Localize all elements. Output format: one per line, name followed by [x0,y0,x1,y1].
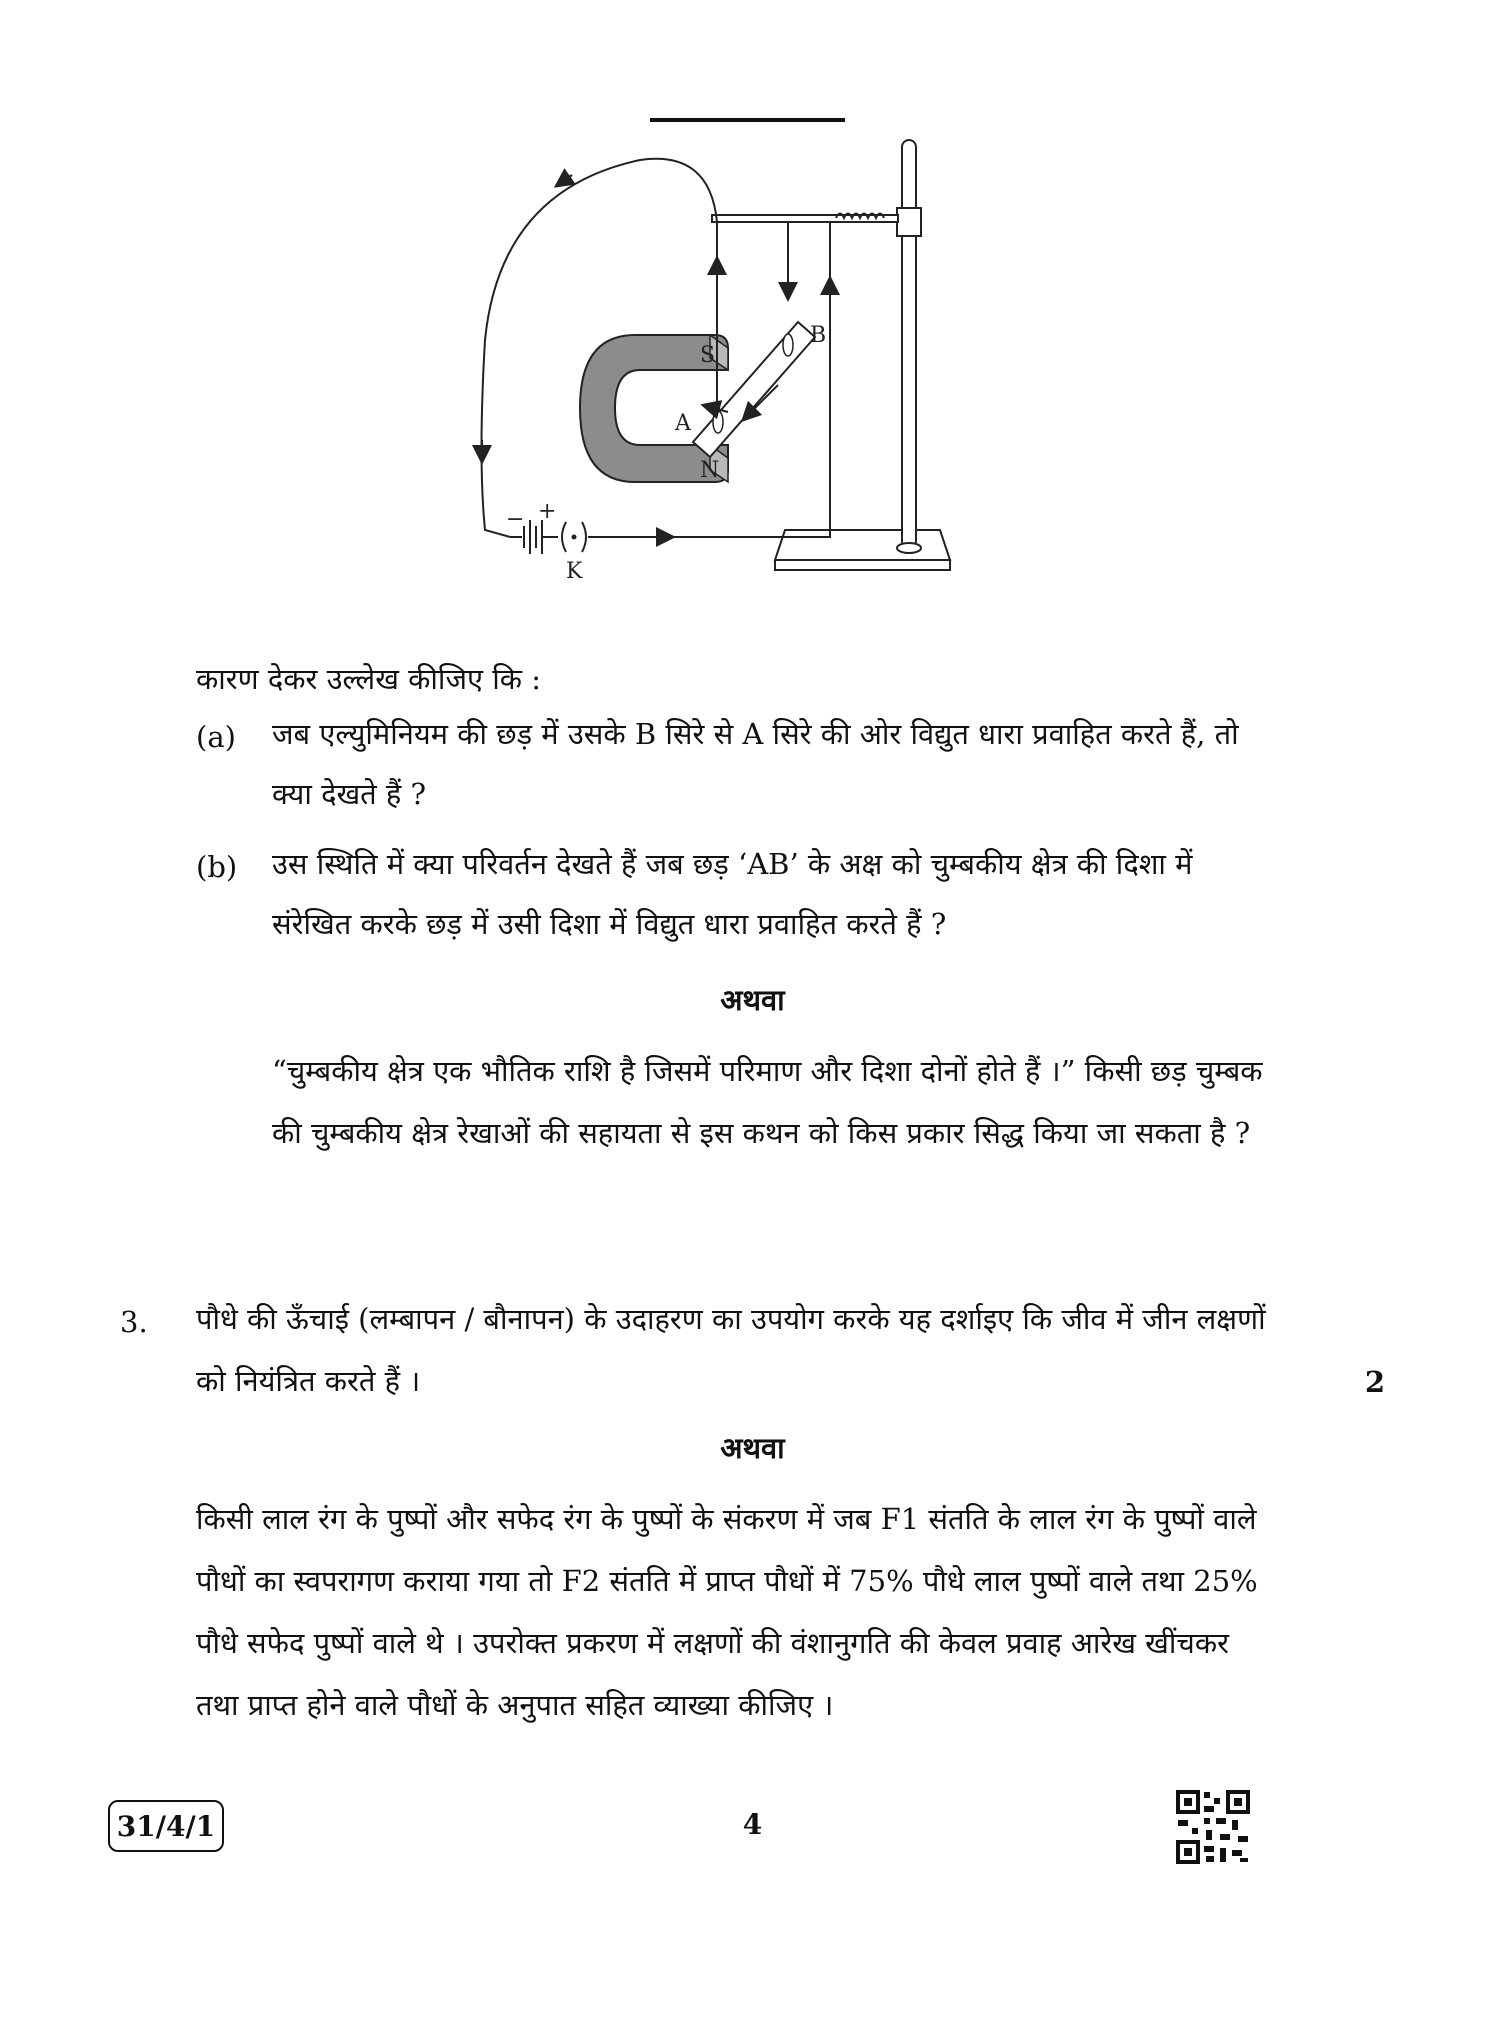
q2-intro: कारण देकर उल्लेख कीजिए कि : [196,662,541,696]
rod-end-b-label: B [810,323,827,348]
apparatus-diagram [470,130,1090,630]
q3-alt-line4: तथा प्राप्त होने वाले पौधों के अनुपात सहित व्याख्या कीजिए । [196,1688,834,1722]
pole-n-label: N [700,458,720,483]
q3-alt-line3: पौधे सफेद पुष्पों वाले थे । उपरोक्त प्रकरण में लक्षणों की वंशानुगति की केवल प्रवाह आरेख खींचकर [196,1626,1229,1660]
q2-part-b-label: (b) [196,850,238,884]
q3-number: 3. [120,1305,148,1339]
right-wire [620,222,830,537]
q2-or-heading: अथवा [720,983,785,1017]
stand-rod [902,140,916,548]
magnet-rod-apparatus-figure [470,130,1090,630]
stand-base [775,530,950,560]
rod-end-a-label: A [675,411,691,436]
q3-alt-line1: किसी लाल रंग के पुष्पों और सफेद रंग के पुष्पों के संकरण में जब F1 संतति के लाल रंग के पुष्पों वाले [196,1502,1257,1536]
paper-code-badge: 31/4/1 [108,1800,224,1852]
top-rule [650,118,845,122]
page-number: 4 [742,1808,763,1841]
q3-line1: पौधे की ऊँचाई (लम्बापन / बौनापन) के उदाहरण का उपयोग करके यह दर्शाइए कि जीव में जीन लक्षणों [196,1302,1266,1336]
qr-code-icon [1176,1790,1250,1864]
q2-part-a-label: (a) [196,720,236,754]
pole-s-label: S [700,343,716,368]
q2-part-a-line1: जब एल्युमिनियम की छड़ में उसके B सिरे से A सिरे की ओर विद्युत धारा प्रवाहित करते हैं, तो [272,717,1239,751]
battery-minus-label: − [506,507,525,532]
q2-part-a-line2: क्या देखते हैं ? [272,777,427,811]
q3-alt-line2: पौधों का स्वपरागण कराया गया तो F2 संतति में प्राप्त पौधों में 75% पौधे लाल पुष्पों वाले तथा 25% [196,1564,1258,1598]
q3-marks: 2 [1364,1365,1385,1399]
q2-part-b-line1: उस स्थिति में क्या परिवर्तन देखते हैं जब छड़ ‘AB’ के अक्ष को चुम्बकीय क्षेत्र की दिशा में [272,847,1193,881]
key-k-label: K [566,559,583,584]
clamp [897,208,921,236]
q3-line2: को नियंत्रित करते हैं । [196,1364,421,1398]
battery-plus-label: + [538,499,557,524]
q2-alt-line1: “चुम्बकीय क्षेत्र एक भौतिक राशि है जिसमें परिमाण और दिशा दोनों होते हैं ।” किसी छड़ चुम्बक [272,1054,1263,1088]
q2-part-b-line2: संरेखित करके छड़ में उसी दिशा में विद्युत धारा प्रवाहित करते हैं ? [272,907,947,941]
q3-or-heading: अथवा [720,1431,785,1465]
q2-alt-line2: की चुम्बकीय क्षेत्र रेखाओं की सहायता से इस कथन को किस प्रकार सिद्ध किया जा सकता है ? [272,1116,1251,1150]
